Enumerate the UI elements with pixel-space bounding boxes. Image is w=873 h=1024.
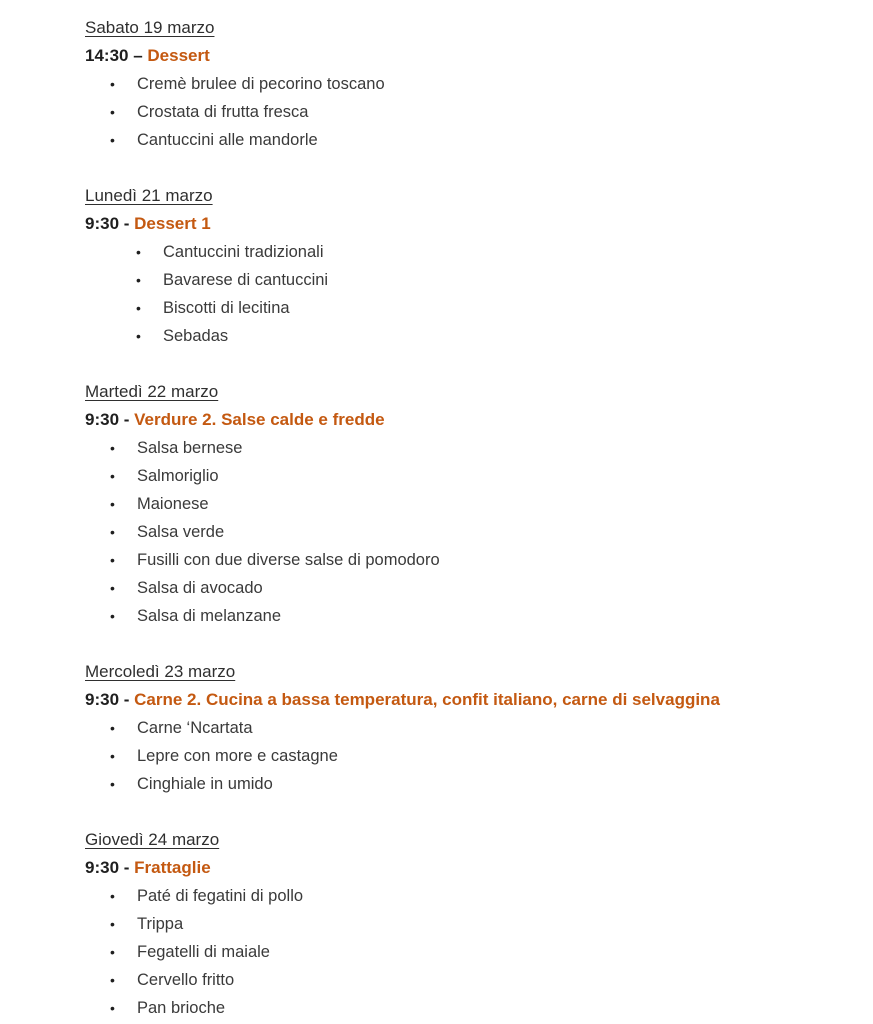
bullet-icon: •	[110, 552, 115, 568]
bullet-icon: •	[110, 580, 115, 596]
bullet-icon: •	[136, 300, 141, 316]
menu-item-label: Salsa verde	[137, 523, 225, 541]
bullet-icon: •	[136, 272, 141, 288]
course-title: Dessert 1	[134, 214, 211, 233]
day-heading-row	[85, 826, 853, 854]
menu-item	[110, 602, 853, 630]
menu-item	[110, 70, 853, 98]
menu-item-label: Cinghiale in umido	[137, 775, 273, 793]
menu-item	[110, 98, 853, 126]
session-time: 9:30 -	[85, 858, 135, 877]
menu-item	[136, 294, 853, 322]
schedule-section	[85, 658, 853, 798]
menu-item-label: Bavarese di cantuccini	[163, 271, 329, 289]
menu-item	[110, 938, 853, 966]
menu-item-label: Sebadas	[163, 327, 229, 345]
menu-item-label: Biscotti di lecitina	[163, 299, 290, 317]
bullet-icon: •	[110, 76, 115, 92]
bullet-icon: •	[110, 776, 115, 792]
menu-item-label: Pan brioche	[137, 999, 226, 1017]
menu-item	[110, 882, 853, 910]
bullet-icon: •	[110, 720, 115, 736]
bullet-icon: •	[110, 132, 115, 148]
day-heading: Sabato 19 marzo	[85, 18, 215, 37]
menu-item	[110, 910, 853, 938]
bullet-icon: •	[110, 1000, 115, 1016]
menu-item	[110, 742, 853, 770]
menu-list	[85, 238, 853, 350]
session-line	[85, 686, 853, 714]
menu-item	[136, 266, 853, 294]
schedule-section	[85, 182, 853, 350]
menu-item-label: Cantuccini alle mandorle	[137, 131, 318, 149]
menu-list	[85, 882, 853, 1022]
menu-item	[110, 966, 853, 994]
menu-item	[110, 434, 853, 462]
menu-item	[110, 462, 853, 490]
menu-list	[85, 714, 853, 798]
menu-item	[110, 490, 853, 518]
session-time: 14:30 –	[85, 46, 148, 65]
menu-item	[110, 714, 853, 742]
menu-item	[110, 994, 853, 1022]
bullet-icon: •	[110, 944, 115, 960]
menu-item	[110, 546, 853, 574]
session-line	[85, 854, 853, 882]
bullet-icon: •	[136, 328, 141, 344]
menu-item-label: Lepre con more e castagne	[137, 747, 338, 765]
session-line	[85, 42, 853, 70]
course-title: Dessert	[147, 46, 210, 65]
menu-item-label: Maionese	[137, 495, 209, 513]
day-heading: Lunedì 21 marzo	[85, 186, 213, 205]
day-heading-row	[85, 378, 853, 406]
bullet-icon: •	[136, 244, 141, 260]
bullet-icon: •	[110, 468, 115, 484]
session-time: 9:30 -	[85, 690, 135, 709]
day-heading-row	[85, 182, 853, 210]
menu-item-label: Salsa di avocado	[137, 579, 263, 597]
bullet-icon: •	[110, 972, 115, 988]
course-title: Verdure 2. Salse calde e fredde	[134, 410, 385, 429]
session-line	[85, 210, 853, 238]
session-time: 9:30 -	[85, 410, 135, 429]
menu-item-label: Salsa bernese	[137, 439, 243, 457]
menu-list	[85, 434, 853, 630]
menu-item-label: Carne ‘Ncartata	[137, 719, 253, 737]
menu-item	[136, 322, 853, 350]
day-heading-row	[85, 14, 853, 42]
course-title: Carne 2. Cucina a bassa temperatura, confit italiano, carne di selvaggina	[134, 690, 720, 709]
menu-list	[85, 70, 853, 154]
menu-item-label: Fegatelli di maiale	[137, 943, 270, 961]
bullet-icon: •	[110, 748, 115, 764]
bullet-icon: •	[110, 916, 115, 932]
menu-item	[110, 518, 853, 546]
day-heading: Mercoledì 23 marzo	[85, 662, 236, 681]
menu-item	[110, 574, 853, 602]
session-time: 9:30 -	[85, 214, 135, 233]
bullet-icon: •	[110, 104, 115, 120]
bullet-icon: •	[110, 496, 115, 512]
menu-item-label: Trippa	[137, 915, 184, 933]
schedule-section	[85, 14, 853, 154]
session-line	[85, 406, 853, 434]
menu-item	[110, 770, 853, 798]
menu-item-label: Salsa di melanzane	[137, 607, 282, 625]
menu-item-label: Cantuccini tradizionali	[163, 243, 324, 261]
bullet-icon: •	[110, 608, 115, 624]
menu-item-label: Salmoriglio	[137, 467, 219, 485]
menu-item-label: Cervello fritto	[137, 971, 235, 989]
day-heading: Martedì 22 marzo	[85, 382, 219, 401]
day-heading-row	[85, 658, 853, 686]
day-heading: Giovedì 24 marzo	[85, 830, 220, 849]
bullet-icon: •	[110, 440, 115, 456]
bullet-icon: •	[110, 888, 115, 904]
course-title: Frattaglie	[134, 858, 211, 877]
schedule-section	[85, 826, 853, 1022]
menu-item-label: Fusilli con due diverse salse di pomodoro	[137, 551, 440, 569]
schedule-section	[85, 378, 853, 630]
menu-item	[136, 238, 853, 266]
menu-item-label: Paté di fegatini di pollo	[137, 887, 304, 905]
menu-item-label: Cremè brulee di pecorino toscano	[137, 75, 385, 93]
bullet-icon: •	[110, 524, 115, 540]
menu-item	[110, 126, 853, 154]
menu-item-label: Crostata di frutta fresca	[137, 103, 309, 121]
